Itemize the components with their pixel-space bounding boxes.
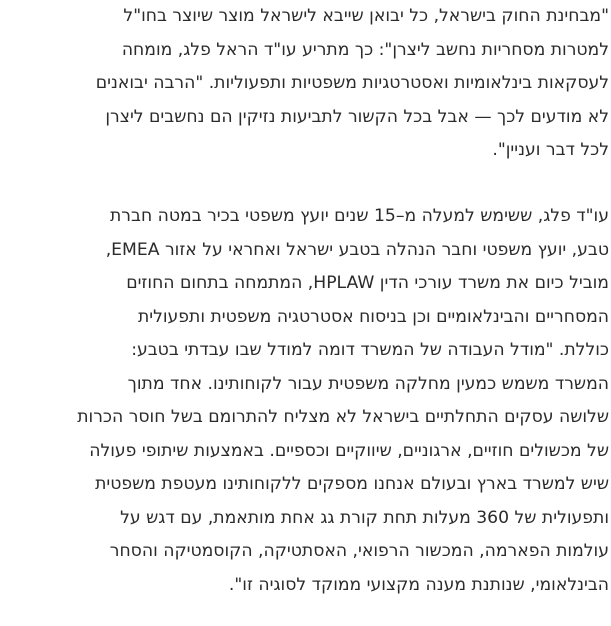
text-line: לעסקאות בינלאומיות ואסטרטגיות משפטיות ותפעוליות. "הרבה יבואנים xyxy=(95,73,609,93)
text-line: לכל דבר ועניין". xyxy=(492,140,609,160)
text-line: שלושה עסקים התחלתיים בישראל לא מצליח להתרומם בשל חוסר הכרות xyxy=(77,407,609,427)
text-line: שיש למשרד בארץ ובעולם אנחנו מספקים ללקוחותינו מעטפת משפטית xyxy=(95,474,609,494)
text-line: "מבחינת החוק בישראל, כל יבואן שייבא לישראל מוצר שיוצר בחו"ל xyxy=(123,6,609,26)
paragraph-bio xyxy=(0,200,609,602)
text-line: המסחריים והבינלאומיים וכן בניסוח אסטרטגיה משפטית ותפעולית xyxy=(137,306,609,327)
text-line: כוללת. "מודל העבודה של המשרד דומה למודל שבו עבדתי בטבע: xyxy=(131,340,609,360)
text-line: המשרד משמש כמעין מחלקה משפטית עבור לקוחותינו. אחד מתוך xyxy=(127,373,609,394)
text-line: ותפעולית של 360 מעלות תחת קורת גג אחת מותאמת, עם דגש על xyxy=(120,507,609,528)
text-line: של מכשולים חוזיים, ארגוניים, שיווקיים וכספיים. באמצעות שיתופי פעולה xyxy=(89,440,609,461)
text-line: למטרות מסחריות נחשב ליצרן": כך מתריע עו"ד הראל פלג, מומחה xyxy=(121,39,609,60)
text-line: עולמות הפארמה, המכשור הרפואי, האסתטיקה, הקוסמטיקה והסחר xyxy=(109,541,609,561)
text-line: מוביל כיום את משרד עורכי הדין HPLAW, המתמחה בתחום החוזים xyxy=(126,273,609,293)
paragraph-intro xyxy=(0,0,609,168)
text-line: עו"ד פלג, ששימש למעלה מ–15 שנים יועץ משפטי בכיר במטה חברת xyxy=(110,206,609,226)
text-line: טבע, יועץ משפטי וחבר הנהלה בטבע ישראל ואחראי על אזור EMEA, xyxy=(105,239,609,260)
text-line: לא מודעים לכך — אבל בכל הקשור לתביעות נזיקין הם נחשבים ליצרן xyxy=(105,106,609,127)
text-line: הבינלאומי, שנותנת מענה מקצועי ממוקד לסוגיה זו". xyxy=(228,574,609,595)
